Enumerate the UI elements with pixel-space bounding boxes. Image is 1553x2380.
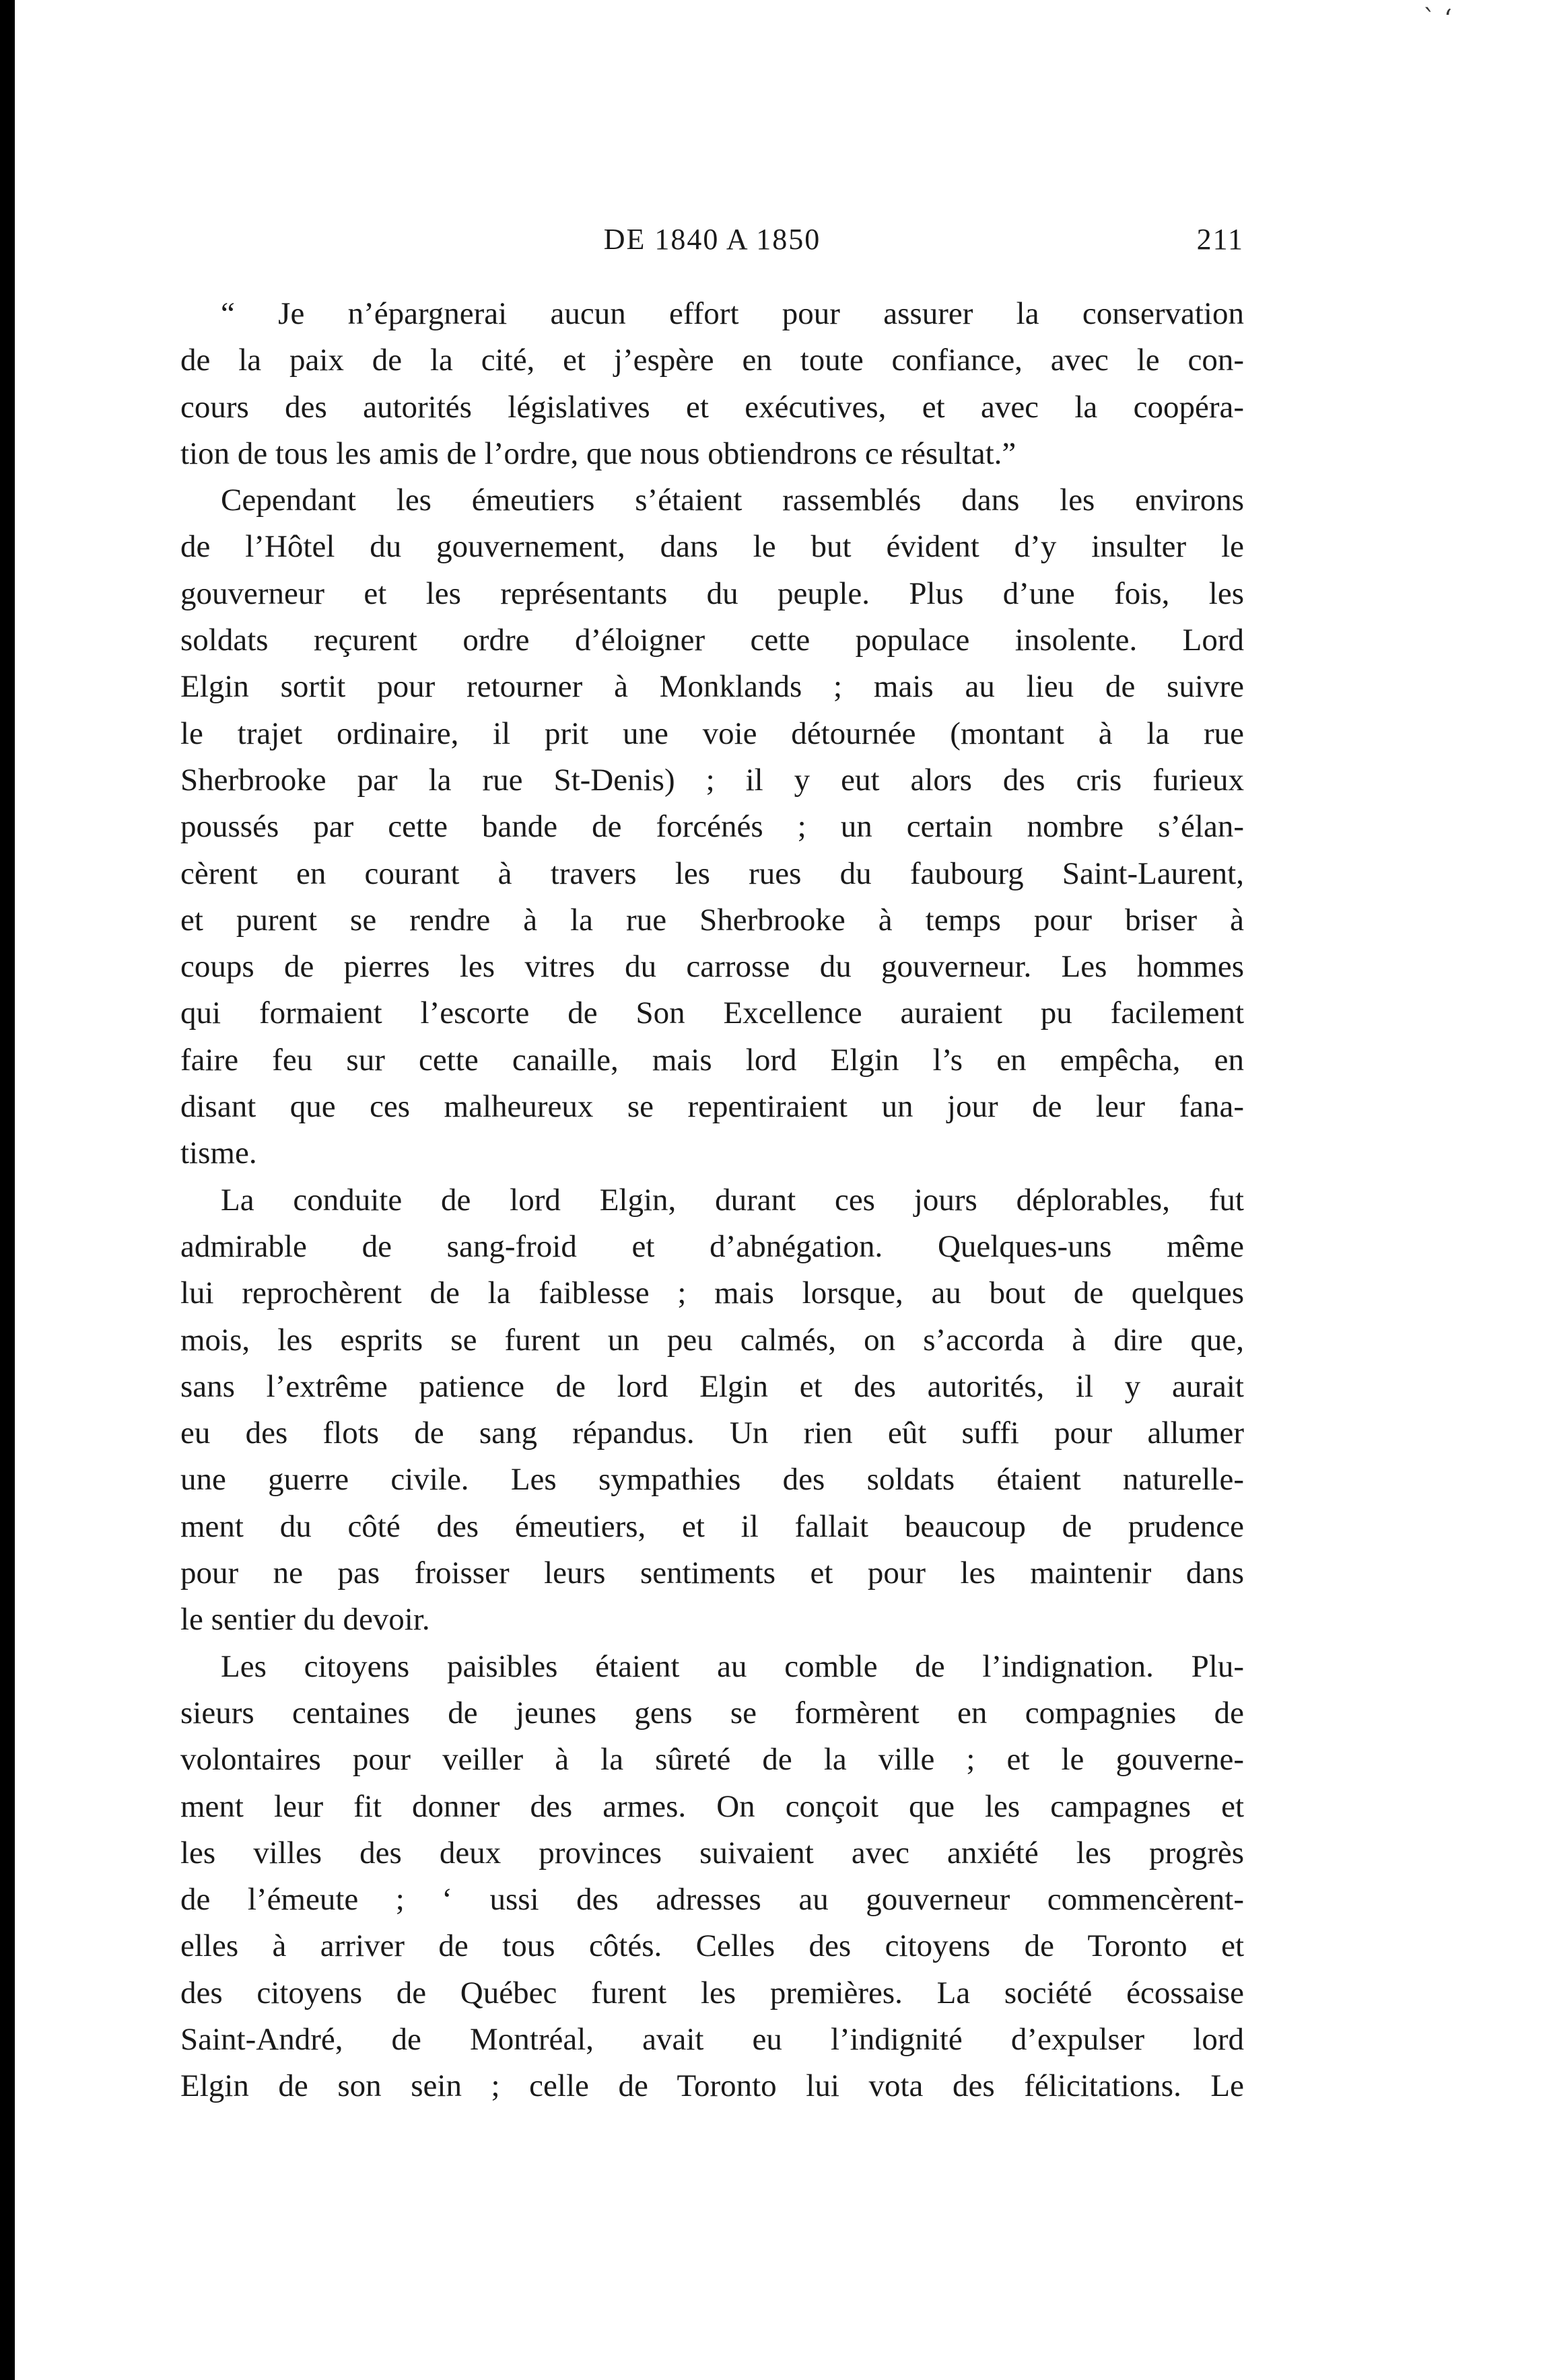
text-line: La conduite de lord Elgin, durant ces jours déplorables, fut bbox=[221, 1182, 1244, 1218]
page-number: 211 bbox=[1196, 223, 1244, 256]
text-line: qui formaient l’escorte de Son Excellence auraient pu facilement bbox=[180, 995, 1244, 1031]
text-line: et purent se rendre à la rue Sherbrooke à temps pour briser à bbox=[180, 902, 1244, 938]
text-line: cèrent en courant à travers les rues du faubourg Saint-Laurent, bbox=[180, 855, 1244, 891]
text-line: une guerre civile. Les sympathies des soldats étaient naturelle- bbox=[180, 1462, 1244, 1498]
text-line: soldats reçurent ordre d’éloigner cette populace insolente. Lord bbox=[180, 623, 1244, 658]
text-line: pour ne pas froisser leurs sentiments et pour les maintenir dans bbox=[180, 1555, 1244, 1591]
text-line: Elgin sortit pour retourner à Monklands ; mais au lieu de suivre bbox=[180, 669, 1244, 705]
text-line: sieurs centaines de jeunes gens se formèrent en compagnies de bbox=[180, 1695, 1244, 1730]
text-line: des citoyens de Québec furent les premières. La société écossaise bbox=[180, 1975, 1244, 2010]
text-line: Cependant les émeutiers s’étaient rassemblés dans les environs bbox=[221, 483, 1244, 518]
text-line: Sherbrooke par la rue St-Denis) ; il y eut alors des cris furieux bbox=[180, 762, 1244, 798]
text-line: admirable de sang-froid et d’abnégation. Quelques-uns même bbox=[180, 1228, 1244, 1264]
text-line: volontaires pour veiller à la sûreté de la ville ; et le gouverne- bbox=[180, 1742, 1244, 1778]
text-line: de la paix de la cité, et j’espère en toute confiance, avec le con- bbox=[180, 343, 1244, 378]
text-line: gouverneur et les représentants du peuple. Plus d’une fois, les bbox=[180, 575, 1244, 611]
text-line: Saint-André, de Montréal, avait eu l’indignité d’expulser lord bbox=[180, 2021, 1244, 2057]
text-line: lui reprochèrent de la faiblesse ; mais lorsque, au bout de quelques bbox=[180, 1275, 1244, 1311]
scan-marks: ` ‘ bbox=[1422, 4, 1452, 34]
text-line: ment du côté des émeutiers, et il fallait beaucoup de prudence bbox=[180, 1508, 1244, 1544]
running-head bbox=[180, 222, 1244, 262]
text-line: Les citoyens paisibles étaient au comble de l’indignation. Plu- bbox=[221, 1648, 1244, 1684]
text-line: tion de tous les amis de l’ordre, que nous obtiendrons ce résultat.” bbox=[180, 435, 1016, 471]
text-line: coups de pierres les vitres du carrosse du gouverneur. Les hommes bbox=[180, 949, 1244, 985]
text-line: de l’Hôtel du gouvernement, dans le but évident d’y insulter le bbox=[180, 529, 1244, 565]
text-line: ment leur fit donner des armes. On conçoit que les campagnes et bbox=[180, 1788, 1244, 1824]
text-line: de l’émeute ; ‘ ussi des adresses au gouverneur commencèrent- bbox=[180, 1882, 1244, 1918]
text-line: cours des autorités législatives et exécutives, et avec la coopéra- bbox=[180, 389, 1244, 425]
text-line: le sentier du devoir. bbox=[180, 1602, 430, 1638]
text-line: faire feu sur cette canaille, mais lord Elgin l’s en empêcha, en bbox=[180, 1042, 1244, 1078]
text-line: tisme. bbox=[180, 1135, 257, 1171]
running-head-title: DE 1840 A 1850 bbox=[603, 223, 821, 256]
text-line: le trajet ordinaire, il prit une voie détournée (montant à la rue bbox=[180, 715, 1244, 751]
text-line: mois, les esprits se furent un peu calmés, on s’accorda à dire que, bbox=[180, 1322, 1244, 1358]
body-text bbox=[180, 291, 1244, 2110]
text-line: Elgin de son sein ; celle de Toronto lui vota des félicitations. Le bbox=[180, 2068, 1244, 2104]
text-line: les villes des deux provinces suivaient avec anxiété les progrès bbox=[180, 1835, 1244, 1870]
text-line: poussés par cette bande de forcénés ; un certain nombre s’élan- bbox=[180, 809, 1244, 845]
text-line: “ Je n’épargnerai aucun effort pour assurer la conservation bbox=[221, 296, 1244, 331]
scan-left-edge bbox=[0, 0, 15, 2380]
text-line: eu des flots de sang répandus. Un rien eût suffi pour allumer bbox=[180, 1415, 1244, 1451]
text-line: disant que ces malheureux se repentiraient un jour de leur fana- bbox=[180, 1089, 1244, 1125]
text-line: sans l’extrême patience de lord Elgin et des autorités, il y aurait bbox=[180, 1368, 1244, 1404]
text-line: elles à arriver de tous côtés. Celles des citoyens de Toronto et bbox=[180, 1928, 1244, 1964]
